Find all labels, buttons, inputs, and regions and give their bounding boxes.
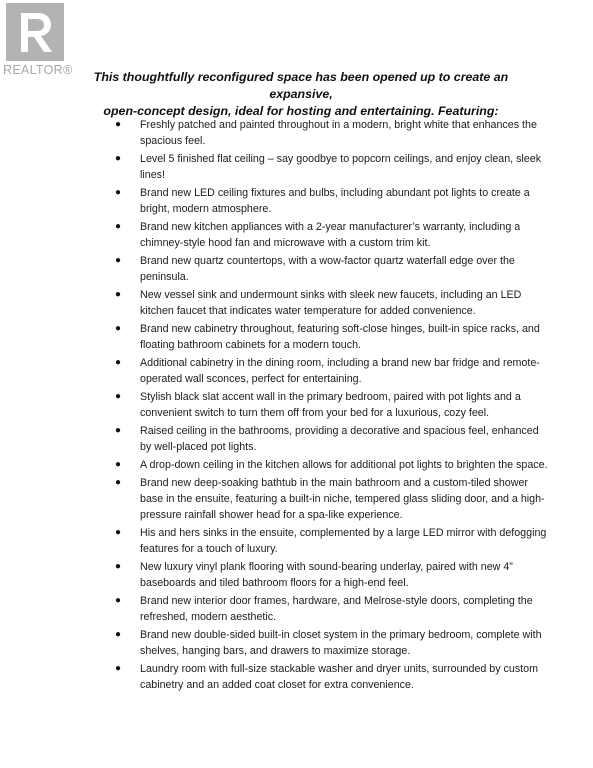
features-list [110,117,548,695]
bullet-icon: ● [115,477,122,488]
bullet-icon: ● [115,527,122,538]
bullet-icon: ● [115,629,122,640]
feature-item [110,151,548,183]
feature-item [110,287,548,319]
bullet-icon: ● [115,255,122,266]
bullet-icon: ● [115,153,122,164]
bullet-icon: ● [115,357,122,368]
bullet-icon: ● [115,561,122,572]
feature-text: New vessel sink and undermount sinks with sleek new faucets, including an LED kitchen faucet that indicates water temperature for added convenience. [140,289,522,317]
document-title [70,69,532,120]
feature-text: Brand new quartz countertops, with a wow-factor quartz waterfall edge over the peninsula. [140,255,515,283]
feature-item [110,457,548,473]
feature-text: Brand new LED ceiling fixtures and bulbs, including abundant pot lights to create a bright, modern atmosphere. [140,187,530,215]
feature-text: Brand new deep-soaking bathtub in the main bathroom and a custom-tiled shower base in the ensuite, featuring a built-in niche, tempered glass sliding door, and a high-pressure rainfall shower head for a spa-like experience. [140,477,545,521]
document-title-line-1: This thoughtfully reconfigured space has been opened up to create an expansive, [93,70,509,101]
feature-text: Laundry room with full-size stackable washer and dryer units, surrounded by custom cabinetry and an added coat closet for extra convenience. [140,663,538,691]
realtor-watermark-text: REALTOR® [3,63,73,77]
feature-text: Brand new double-sided built-in closet system in the primary bedroom, complete with shelves, hanging bars, and drawers to maximize storage. [140,629,542,657]
feature-item [110,185,548,217]
bullet-icon: ● [115,459,122,470]
bullet-icon: ● [115,323,122,334]
feature-item [110,117,548,149]
feature-text: Brand new cabinetry throughout, featuring soft-close hinges, built-in spice racks, and floating bathroom cabinets for a modern touch. [140,323,540,351]
feature-text: Raised ceiling in the bathrooms, providing a decorative and spacious feel, enhanced by well-placed pot lights. [140,425,539,453]
feature-item [110,559,548,591]
realtor-watermark [3,3,73,79]
feature-text: Brand new kitchen appliances with a 2-year manufacturer’s warranty, including a chimney-style hood fan and microwave with a custom trim kit. [140,221,521,249]
bullet-icon: ● [115,425,122,436]
feature-text: Freshly patched and painted throughout in a modern, bright white that enhances the spacious feel. [140,119,537,147]
feature-item [110,525,548,557]
feature-item [110,661,548,693]
feature-item [110,389,548,421]
bullet-icon: ● [115,391,122,402]
feature-item [110,219,548,251]
feature-text: Level 5 finished flat ceiling – say goodbye to popcorn ceilings, and enjoy clean, sleek lines! [140,153,542,181]
bullet-icon: ● [115,221,122,232]
feature-text: A drop-down ceiling in the kitchen allows for additional pot lights to brighten the space. [140,459,548,471]
bullet-icon: ● [115,119,122,130]
feature-text: New luxury vinyl plank flooring with sound-bearing underlay, paired with new 4” baseboards and tiled bathroom floors for a high-end feel. [140,561,513,589]
feature-item [110,627,548,659]
feature-text: Brand new interior door frames, hardware, and Melrose-style doors, completing the refreshed, modern aesthetic. [140,595,533,623]
feature-text: His and hers sinks in the ensuite, complemented by a large LED mirror with defogging features for a touch of luxury. [140,527,547,555]
bullet-icon: ● [115,663,122,674]
feature-item [110,253,548,285]
bullet-icon: ● [115,595,122,606]
feature-item [110,475,548,523]
feature-text: Stylish black slat accent wall in the primary bedroom, paired with pot lights and a convenient switch to turn them off from your bed for a luxurious, cozy feel. [140,391,521,419]
document-title-line-2: open-concept design, ideal for hosting and entertaining. Featuring: [103,104,499,118]
feature-item [110,593,548,625]
bullet-icon: ● [115,187,122,198]
feature-text: Additional cabinetry in the dining room, including a brand new bar fridge and remote-operated wall sconces, perfect for entertaining. [140,357,540,385]
bullet-icon: ● [115,289,122,300]
feature-item [110,423,548,455]
realtor-r-logo-icon [6,3,64,61]
feature-item [110,321,548,353]
feature-item [110,355,548,387]
